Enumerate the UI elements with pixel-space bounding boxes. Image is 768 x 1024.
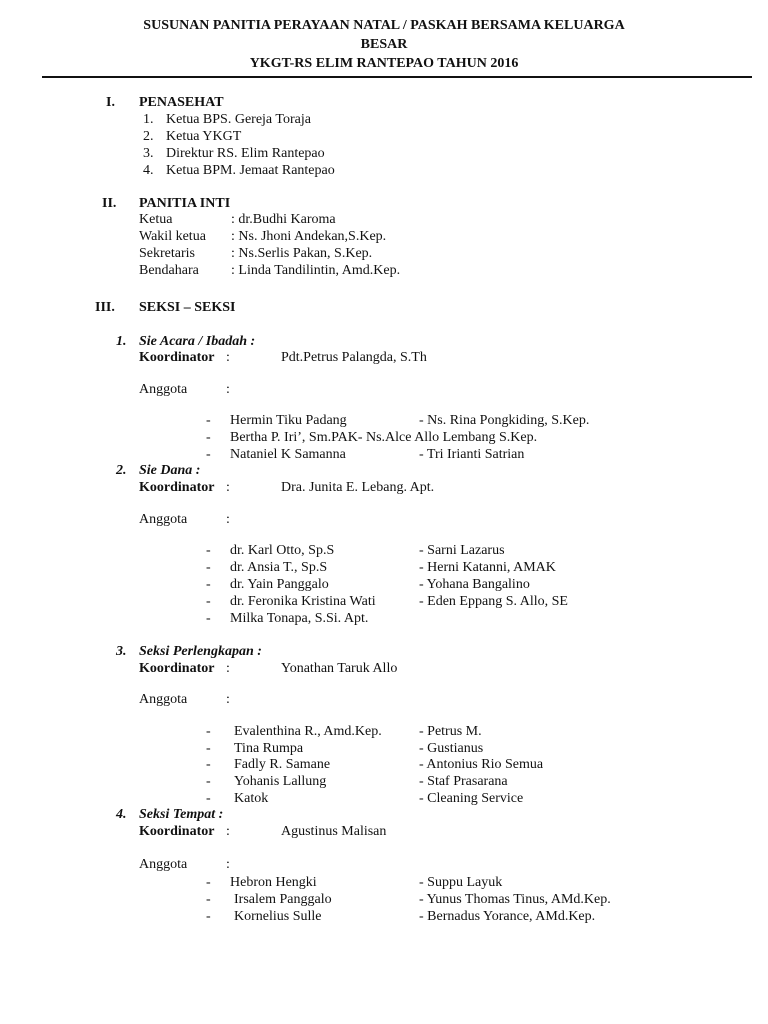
koordinator-label: Koordinator: [139, 350, 215, 365]
member-name: - Herni Katanni, AMAK: [419, 560, 556, 575]
anggota-colon: :: [226, 857, 230, 872]
member-name: Bertha P. Iri’, Sm.PAK- Ns.Alce Allo Lembang S.Kep.: [230, 430, 538, 445]
koordinator-name: Dra. Junita E. Lebang. Apt.: [281, 480, 435, 495]
member-dash: -: [206, 413, 211, 428]
member-name: - Sarni Lazarus: [419, 543, 505, 558]
member-dash: -: [206, 909, 211, 924]
member-name: - Antonius Rio Semua: [419, 757, 544, 772]
member-name: - Staf Prasarana: [419, 774, 508, 789]
list-item-number: 3.: [143, 146, 154, 161]
member-name: dr. Feronika Kristina Wati: [230, 594, 376, 609]
header-line-1: SUSUNAN PANITIA PERAYAAN NATAL / PASKAH BERSAMA KELUARGA: [143, 18, 625, 33]
anggota-label: Anggota: [139, 692, 188, 707]
subsection-number: 2.: [116, 463, 127, 478]
anggota-label: Anggota: [139, 512, 188, 527]
header-line-2: BESAR: [360, 37, 408, 52]
role-name: : Ns. Jhoni Andekan,S.Kep.: [231, 229, 387, 244]
subsection-number: 1.: [116, 334, 127, 349]
header-line-3: YKGT-RS ELIM RANTEPAO TAHUN 2016: [249, 56, 519, 71]
member-name: - Bernadus Yorance, AMd.Kep.: [419, 909, 596, 924]
role-name: : Linda Tandilintin, Amd.Kep.: [231, 263, 401, 278]
koordinator-colon: :: [226, 824, 230, 839]
member-name: Hebron Hengki: [230, 875, 317, 890]
list-item: Ketua BPM. Jemaat Rantepao: [166, 163, 335, 178]
member-name: Irsalem Panggalo: [234, 892, 332, 907]
koordinator-name: Agustinus Malisan: [281, 824, 387, 839]
koordinator-colon: :: [226, 661, 230, 676]
member-name: - Tri Irianti Satrian: [419, 447, 525, 462]
member-name: dr. Karl Otto, Sp.S: [230, 543, 335, 558]
member-name: - Petrus M.: [419, 724, 482, 739]
member-name: Yohanis Lallung: [234, 774, 327, 789]
member-dash: -: [206, 577, 211, 592]
subsection-title: Sie Acara / Ibadah :: [139, 334, 256, 349]
role-label: Sekretaris: [139, 246, 195, 261]
member-dash: -: [206, 892, 211, 907]
member-name: Milka Tonapa, S.Si. Apt.: [230, 611, 369, 626]
member-dash: -: [206, 447, 211, 462]
list-item-number: 4.: [143, 163, 154, 178]
member-name: Katok: [234, 791, 269, 806]
koordinator-name: Yonathan Taruk Allo: [281, 661, 398, 676]
member-dash: -: [206, 875, 211, 890]
role-label: Bendahara: [139, 263, 199, 278]
section-heading: SEKSI – SEKSI: [139, 300, 236, 315]
koordinator-colon: :: [226, 350, 230, 365]
section-numeral: I.: [106, 95, 115, 110]
member-dash: -: [206, 757, 211, 772]
member-name: Kornelius Sulle: [234, 909, 322, 924]
section-heading: PENASEHAT: [139, 95, 224, 110]
subsection-title: Seksi Tempat :: [139, 807, 224, 822]
section-numeral: III.: [95, 300, 115, 315]
anggota-label: Anggota: [139, 382, 188, 397]
member-dash: -: [206, 430, 211, 445]
member-name: - Yohana Bangalino: [419, 577, 530, 592]
list-item: Ketua YKGT: [166, 129, 242, 144]
section-numeral: II.: [102, 196, 117, 211]
member-name: - Yunus Thomas Tinus, AMd.Kep.: [419, 892, 611, 907]
member-name: - Gustianus: [419, 741, 484, 756]
role-label: Ketua: [139, 212, 173, 227]
koordinator-name: Pdt.Petrus Palangda, S.Th: [281, 350, 427, 365]
list-item-number: 1.: [143, 112, 154, 127]
member-dash: -: [206, 611, 211, 626]
member-name: Tina Rumpa: [234, 741, 304, 756]
section-heading: PANITIA INTI: [139, 196, 231, 211]
member-dash: -: [206, 724, 211, 739]
koordinator-label: Koordinator: [139, 661, 215, 676]
member-dash: -: [206, 774, 211, 789]
subsection-number: 4.: [116, 807, 127, 822]
member-name: Evalenthina R., Amd.Kep.: [234, 724, 382, 739]
list-item: Ketua BPS. Gereja Toraja: [166, 112, 311, 127]
anggota-colon: :: [226, 512, 230, 527]
list-item-number: 2.: [143, 129, 154, 144]
member-name: - Eden Eppang S. Allo, SE: [419, 594, 568, 609]
member-dash: -: [206, 594, 211, 609]
member-name: - Suppu Layuk: [419, 875, 503, 890]
subsection-title: Seksi Perlengkapan :: [139, 644, 262, 659]
member-name: dr. Ansia T., Sp.S: [230, 560, 328, 575]
member-name: Hermin Tiku Padang: [230, 413, 347, 428]
member-name: Fadly R. Samane: [234, 757, 331, 772]
subsection-title: Sie Dana :: [139, 463, 201, 478]
anggota-colon: :: [226, 382, 230, 397]
anggota-label: Anggota: [139, 857, 188, 872]
subsection-number: 3.: [116, 644, 127, 659]
member-dash: -: [206, 560, 211, 575]
member-dash: -: [206, 543, 211, 558]
role-name: : dr.Budhi Karoma: [231, 212, 336, 227]
role-name: : Ns.Serlis Pakan, S.Kep.: [231, 246, 373, 261]
member-dash: -: [206, 741, 211, 756]
role-label: Wakil ketua: [139, 229, 206, 244]
member-dash: -: [206, 791, 211, 806]
list-item: Direktur RS. Elim Rantepao: [166, 146, 325, 161]
anggota-colon: :: [226, 692, 230, 707]
koordinator-colon: :: [226, 480, 230, 495]
member-name: - Cleaning Service: [419, 791, 524, 806]
member-name: Nataniel K Samanna: [230, 447, 346, 462]
header-divider: [42, 76, 752, 78]
koordinator-label: Koordinator: [139, 480, 215, 495]
koordinator-label: Koordinator: [139, 824, 215, 839]
member-name: dr. Yain Panggalo: [230, 577, 329, 592]
member-name: - Ns. Rina Pongkiding, S.Kep.: [419, 413, 590, 428]
